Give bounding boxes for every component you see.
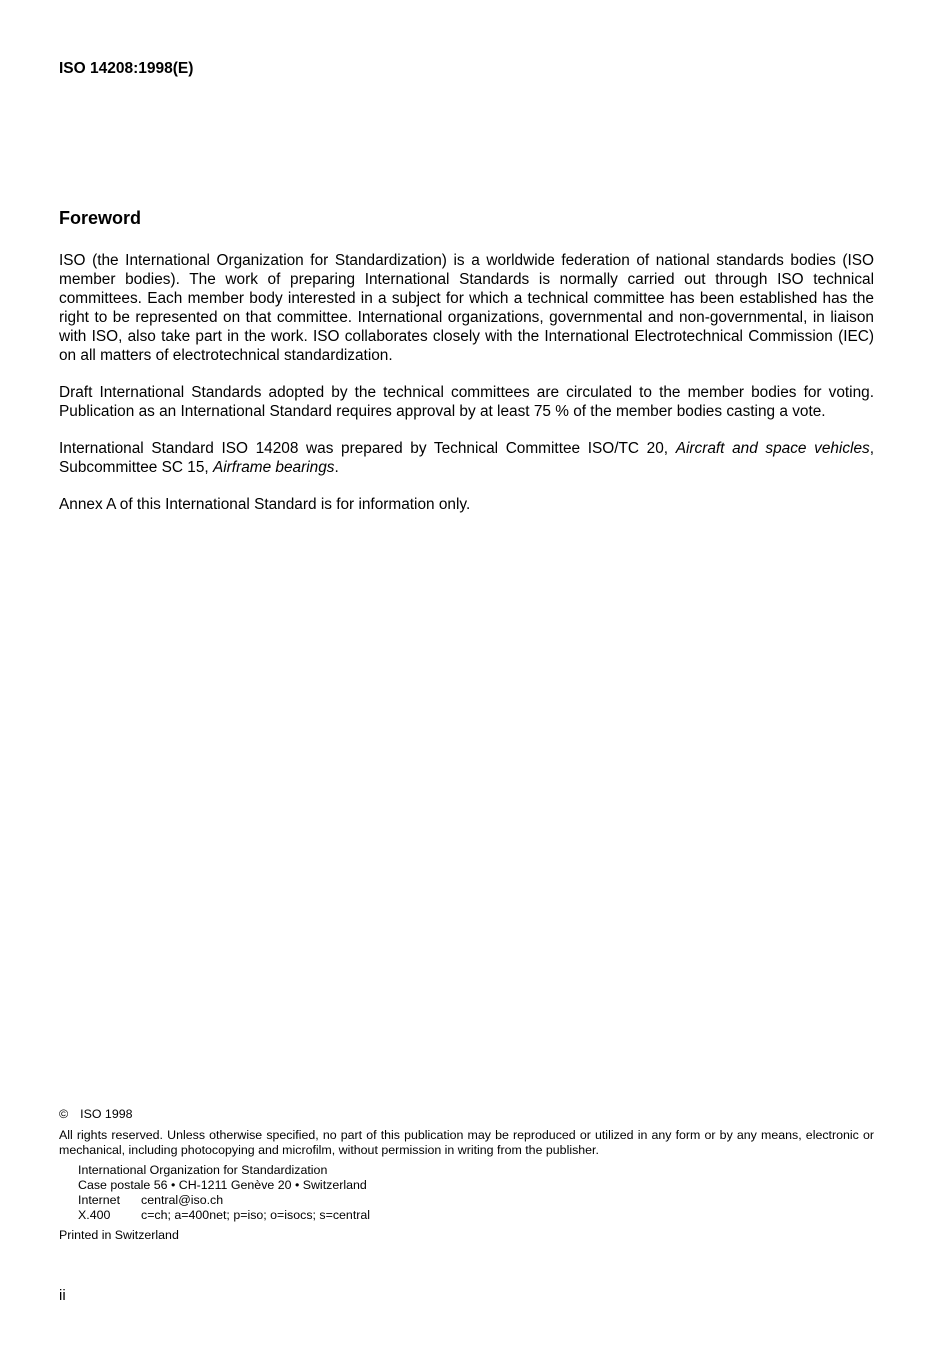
postal-address: Case postale 56 • CH-1211 Genève 20 • Switzerland (78, 1178, 367, 1192)
foreword-title: Foreword (59, 208, 142, 228)
copyright-symbol: © (59, 1107, 69, 1121)
foreword-paragraph-2: Draft International Standards adopted by the technical committees are circulated to the member bodies for voting. Publication as an International Standard requires approval by at least 75 % of the member bodies casting a vote. (59, 384, 874, 420)
foreword-paragraph-1: ISO (the International Organization for Standardization) is a worldwide federation of national standards bodies (ISO member bodies). The work of preparing International Standards is normally carried out through ISO technical committees. Each member body interested in a subject for which a technical committee has been established has the right to be represented on that committee. International organizations, governmental and non-governmental, in liaison with ISO, also take part in the work. ISO collaborates closely with the International Electrotechnical Commission (IEC) on all matters of electrotechnical standardization. (59, 252, 874, 364)
foreword-paragraph-3 (59, 439, 874, 477)
internet-label: Internet (78, 1193, 121, 1207)
paragraph-3-text-e: . (334, 459, 339, 476)
copyright-text: ISO 1998 (80, 1107, 133, 1121)
printed-in: Printed in Switzerland (59, 1228, 179, 1242)
paragraph-3-text-c: , Subcommittee SC 15, (59, 440, 875, 476)
address-block (78, 1163, 370, 1223)
x400-value: c=ch; a=400net; p=iso; o=isocs; s=central (141, 1208, 371, 1222)
x400-label: X.400 (78, 1208, 111, 1222)
internet-value: central@iso.ch (141, 1193, 224, 1207)
committee-title: Aircraft and space vehicles (675, 440, 870, 457)
subcommittee-title: Airframe bearings (212, 459, 335, 476)
x400-row (78, 1208, 370, 1223)
document-id-header: ISO 14208:1998(E) (59, 60, 194, 77)
foreword-paragraph-4: Annex A of this International Standard is for information only. (59, 496, 471, 513)
copyright-line (59, 1107, 874, 1122)
page-number: ii (59, 1287, 66, 1304)
organization-name: International Organization for Standardization (78, 1163, 328, 1177)
rights-statement: All rights reserved. Unless otherwise specified, no part of this publication may be reproduced or utilized in any form or by any means, electronic or mechanical, including photocopying and microfilm, without permission in writing from the publisher. (59, 1128, 874, 1157)
internet-row (78, 1193, 370, 1208)
paragraph-3-text-a: International Standard ISO 14208 was prepared by Technical Committee ISO/TC 20, (59, 440, 676, 457)
